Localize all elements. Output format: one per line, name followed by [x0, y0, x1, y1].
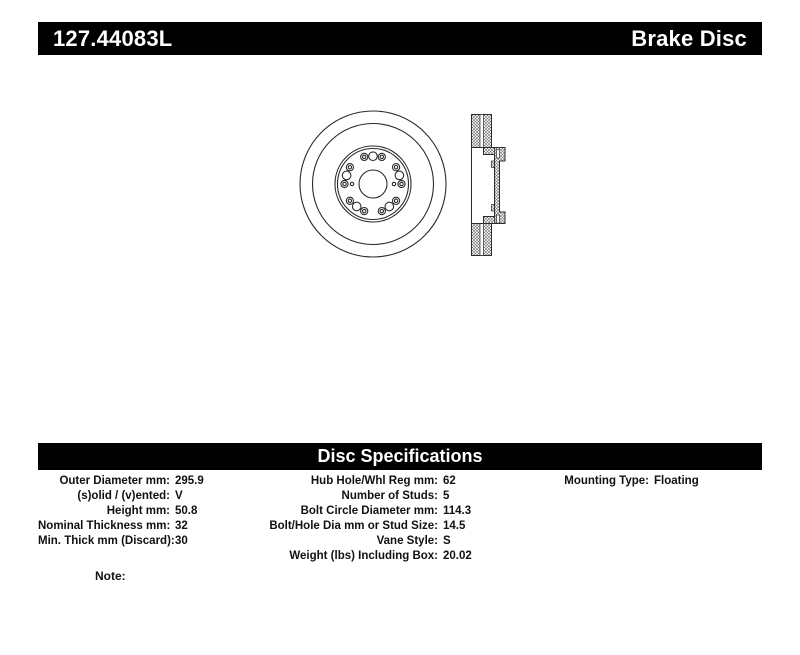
spec-label: Nominal Thickness mm: — [38, 520, 171, 532]
spec-section-bar — [38, 443, 762, 470]
spec-label: Outer Diameter mm: — [59, 475, 170, 487]
spec-label: Min. Thick mm (Discard): — [38, 535, 175, 547]
spec-value: 295.9 — [175, 475, 204, 487]
spec-column-right — [558, 474, 762, 489]
spec-value: 50.8 — [175, 505, 198, 517]
index-holes — [350, 182, 395, 185]
spec-value: 114.3 — [443, 505, 472, 517]
spec-value: 30 — [175, 535, 188, 547]
spec-label: Weight (lbs) Including Box: — [289, 550, 438, 562]
spec-row — [250, 549, 560, 564]
side-view — [472, 115, 506, 256]
front-view — [300, 111, 446, 257]
spec-row — [38, 474, 258, 489]
note-label: Note: — [95, 569, 126, 583]
part-number: 127.44083L — [53, 25, 173, 51]
spec-label: Vane Style: — [376, 535, 438, 547]
spec-label: Height mm: — [106, 505, 170, 517]
spec-row — [38, 534, 258, 549]
spec-value: S — [443, 535, 451, 547]
spec-value: 14.5 — [443, 520, 466, 532]
spec-section-title: Disc Specifications — [317, 446, 483, 466]
spec-label: Hub Hole/Whl Reg mm: — [310, 475, 438, 487]
spec-value: 5 — [443, 490, 450, 502]
spec-value: 62 — [443, 475, 456, 487]
spec-label: Mounting Type: — [564, 475, 649, 487]
spec-label: Bolt/Hole Dia mm or Stud Size: — [269, 520, 438, 532]
spec-row — [250, 534, 560, 549]
spec-column-middle — [250, 474, 560, 564]
spec-row — [38, 504, 258, 519]
spec-row — [38, 489, 258, 504]
spec-value: V — [175, 490, 183, 502]
spec-row — [558, 474, 762, 489]
spec-row — [250, 489, 560, 504]
spec-row — [250, 474, 560, 489]
spec-label: Number of Studs: — [341, 490, 438, 502]
spec-column-left — [38, 474, 258, 549]
spec-label: Bolt Circle Diameter mm: — [300, 505, 438, 517]
spec-row — [250, 519, 560, 534]
spec-row — [250, 504, 560, 519]
spec-value: 20.02 — [443, 550, 472, 562]
product-name: Brake Disc — [631, 25, 747, 51]
spec-label: (s)olid / (v)ented: — [77, 490, 170, 502]
spec-value: Floating — [654, 475, 699, 487]
spec-row — [38, 519, 258, 534]
spec-value: 32 — [175, 520, 188, 532]
